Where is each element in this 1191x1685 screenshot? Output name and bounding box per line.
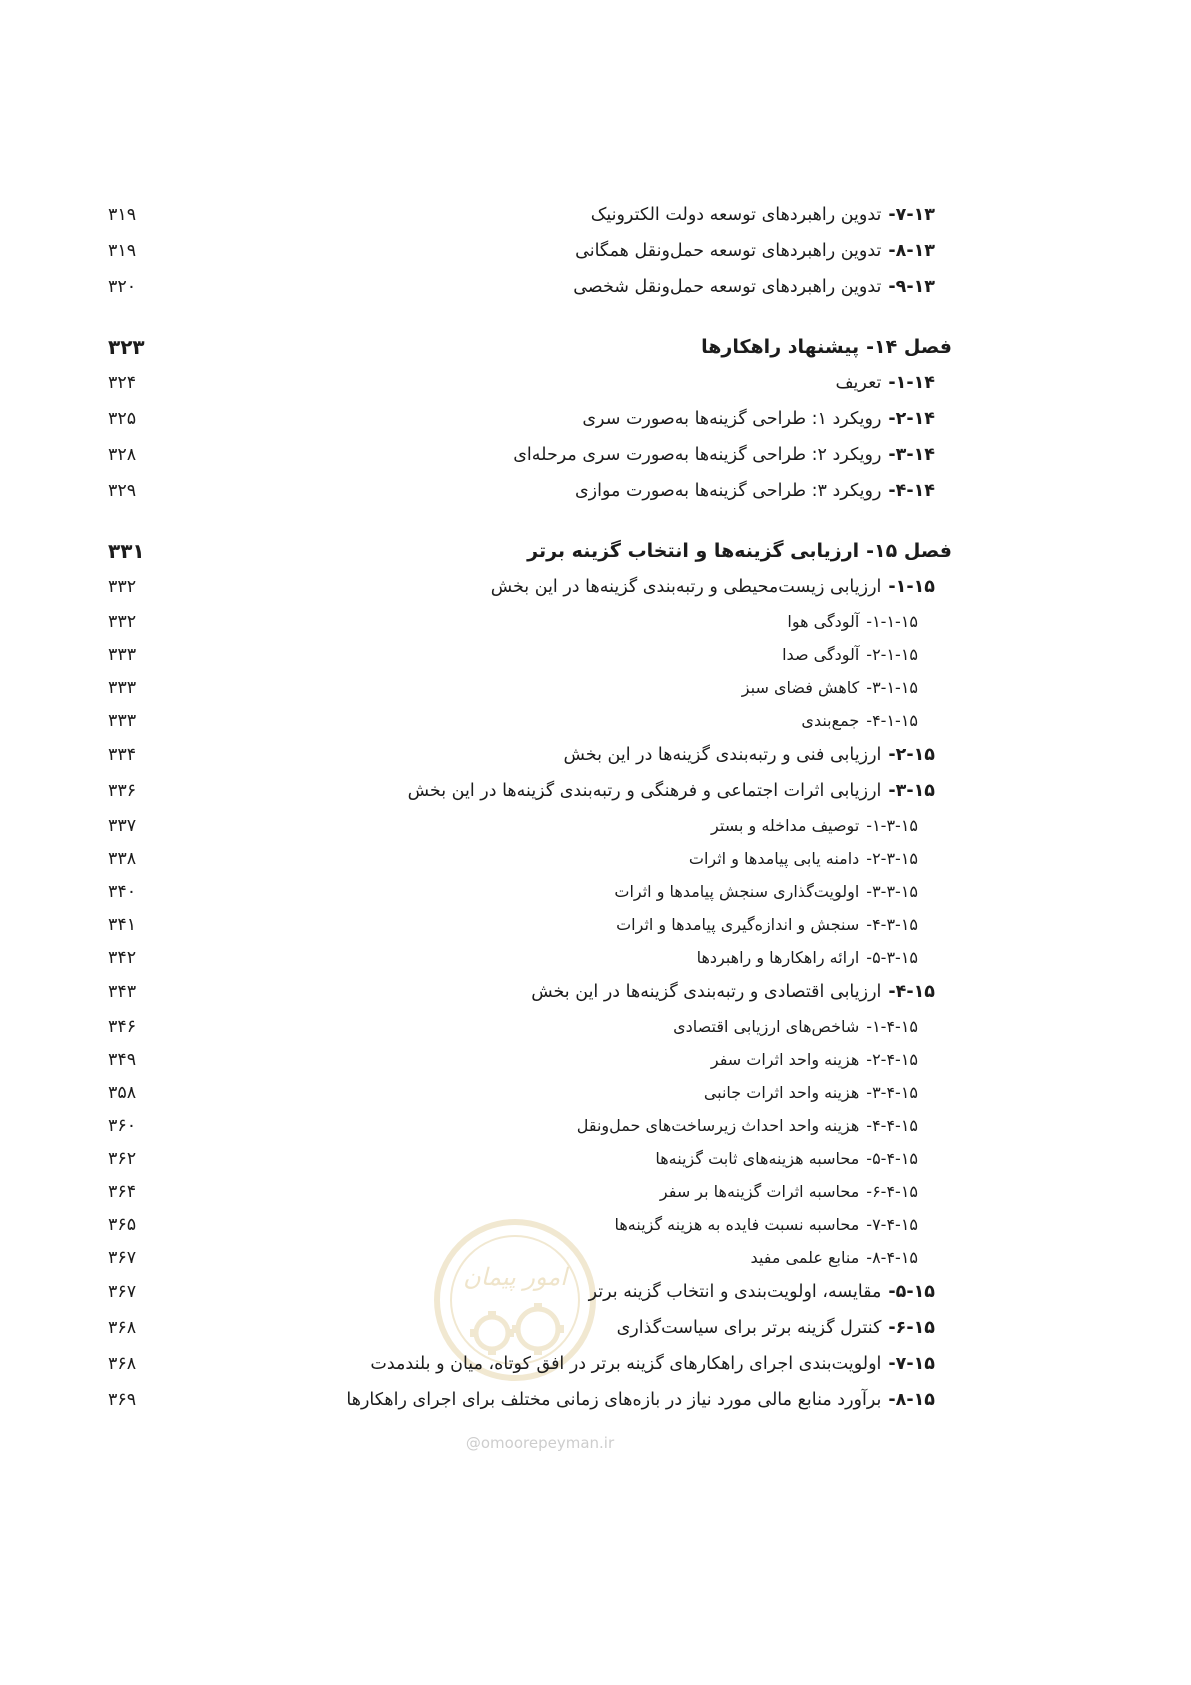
page-number: ۳۲۰: [108, 277, 137, 297]
section-number: ۱۵‏-‏۲‏-‏: [888, 745, 935, 765]
page-number: ۳۶۴: [108, 1181, 137, 1202]
page-number: ۳۶۵: [108, 1214, 137, 1235]
toc-entry: [0, 1382, 1191, 1418]
toc-entry: [0, 569, 1191, 605]
subsection-title: ارائه راهکارها و راهبردها: [696, 948, 860, 967]
toc-entry-heading: [408, 773, 935, 809]
page-number: ۳۵۸: [108, 1082, 137, 1103]
subsection-title: دامنه یابی پیامدها و اثرات: [688, 849, 860, 868]
page-number: ۳۴۹: [108, 1049, 137, 1070]
toc-subentry-heading: [614, 875, 918, 908]
section-title: ارزیابی زیست‌محیطی و رتبه‌بندی گزینه‌ها در این بخش: [490, 577, 882, 597]
chapter-heading: [701, 328, 952, 365]
toc-subentry: [0, 1142, 1191, 1175]
toc-subentry-heading: [697, 941, 918, 974]
subsection-title: محاسبه اثرات گزینه‌ها بر سفر: [659, 1182, 860, 1201]
toc-entry: [0, 773, 1191, 809]
section-title: تعریف: [835, 373, 882, 393]
toc-subentry-heading: [801, 704, 918, 737]
toc-entry-heading: [513, 437, 935, 473]
toc-subentry: [0, 1241, 1191, 1274]
subsection-number: ۱۵‏-‏۴‏-‏۶‏-‏: [866, 1182, 918, 1201]
subsection-number: ۱۵‏-‏۴‏-‏۵‏-‏: [866, 1149, 918, 1168]
section-number: ۱۴‏-‏۱‏-‏: [888, 373, 935, 393]
toc-entry: [0, 437, 1191, 473]
page-number: ۳۴۶: [108, 1016, 137, 1037]
toc-subentry-heading: [782, 638, 918, 671]
subsection-number: ۱۵‏-‏۱‏-‏۳‏-‏: [866, 678, 918, 697]
subsection-title: منابع علمی مفید: [750, 1248, 860, 1267]
toc-subentry: [0, 1208, 1191, 1241]
subsection-title: هزینه واحد احداث زیرساخت‌های حمل‌ونقل: [576, 1116, 860, 1135]
section-title: تدوین راهبردهای توسعه دولت الکترونیک: [590, 205, 882, 225]
page-number: ۳۱۹: [108, 241, 137, 261]
toc-entry-heading: [617, 1310, 935, 1346]
toc-entry-heading: [582, 401, 935, 437]
subsection-title: آلودگی هوا: [787, 612, 860, 631]
section-number: ۱۳‏-‏۸‏-‏: [888, 241, 935, 261]
page-number: ۳۲۴: [108, 373, 137, 393]
subsection-number: ۱۵‏-‏۳‏-‏۴‏-‏: [866, 915, 918, 934]
toc-entry-heading: [346, 1382, 935, 1418]
section-number: ۱۵‏-‏۷‏-‏: [888, 1354, 935, 1374]
section-number: ۱۵‏-‏۱‏-‏: [888, 577, 935, 597]
toc-entry-heading: [589, 1274, 935, 1310]
toc-entry: [0, 1346, 1191, 1382]
toc-subentry-heading: [711, 1043, 918, 1076]
section-number: ۱۵‏-‏۸‏-‏: [888, 1390, 935, 1410]
toc-subentry: [0, 638, 1191, 671]
subsection-number: ۱۵‏-‏۴‏-‏۴‏-‏: [866, 1116, 918, 1135]
page-number: ۳۶۷: [108, 1282, 137, 1302]
section-number: ۱۳‏-‏۹‏-‏: [888, 277, 935, 297]
page-number: ۳۲۳: [108, 334, 145, 359]
page-number: ۳۳۳: [108, 644, 137, 665]
section-number: ۱۵‏-‏۳‏-‏: [888, 781, 935, 801]
subsection-number: ۱۵‏-‏۴‏-‏۲‏-‏: [866, 1050, 918, 1069]
section-title: مقایسه، اولویت‌بندی و انتخاب گزینه برتر: [588, 1282, 882, 1302]
page-number: ۳۴۲: [108, 947, 137, 968]
subsection-title: کاهش فضای سبز: [741, 678, 860, 697]
page-number: ۳۶۲: [108, 1148, 137, 1169]
subsection-title: توصیف مداخله و بستر: [711, 816, 860, 835]
toc-entry-heading: [575, 473, 935, 509]
toc-entry-heading: [573, 269, 935, 305]
subsection-title: جمع‌بندی: [801, 711, 860, 730]
toc-entry: [0, 1310, 1191, 1346]
toc-subentry-heading: [704, 1076, 918, 1109]
toc-subentry-heading: [616, 908, 918, 941]
page-number: ۳۲۵: [108, 409, 137, 429]
page-number: ۳۱۹: [108, 205, 137, 225]
section-title: رویکرد ۲: طراحی گزینه‌ها به‌صورت سری مرحله‌ای: [513, 445, 882, 465]
subsection-number: ۱۵‏-‏۳‏-‏۱‏-‏: [866, 816, 918, 835]
toc-subentry: [0, 704, 1191, 737]
toc-subentry-heading: [614, 1208, 918, 1241]
section-title: ارزیابی اثرات اجتماعی و فرهنگی و رتبه‌بندی گزینه‌ها در این بخش: [407, 781, 882, 801]
toc-entry-heading: [575, 233, 935, 269]
section-number: ۱۴‏-‏۳‏-‏: [888, 445, 935, 465]
toc-entry: [0, 473, 1191, 509]
page-number: ۳۲۸: [108, 445, 137, 465]
toc-entry-heading: [370, 1346, 935, 1382]
chapter-entry: [0, 328, 1191, 365]
page-number: ۳۳۱: [108, 538, 145, 563]
toc-entry-heading: [491, 569, 935, 605]
chapter-label: فصل ۱۴‏-‏: [866, 335, 952, 358]
subsection-title: هزینه واحد اثرات جانبی: [703, 1083, 860, 1102]
toc-subentry: [0, 1010, 1191, 1043]
toc-entry: [0, 401, 1191, 437]
subsection-number: ۱۵‏-‏۳‏-‏۲‏-‏: [866, 849, 918, 868]
chapter-heading: [527, 532, 952, 569]
subsection-title: اولویت‌گذاری سنجش پیامدها و اثرات: [614, 882, 860, 901]
toc-entry: [0, 365, 1191, 401]
page-number: ۳۴۰: [108, 881, 137, 902]
page-number: ۳۴۱: [108, 914, 137, 935]
page-number: ۳۶۰: [108, 1115, 137, 1136]
section-number: ۱۵‏-‏۵‏-‏: [888, 1282, 935, 1302]
page-number: ۳۳۷: [108, 815, 137, 836]
page-number: ۳۴۳: [108, 982, 137, 1002]
subsection-number: ۱۵‏-‏۳‏-‏۳‏-‏: [866, 882, 918, 901]
toc-entry: [0, 737, 1191, 773]
section-number: ۱۵‏-‏۶‏-‏: [888, 1318, 935, 1338]
section-title: تدوین راهبردهای توسعه حمل‌ونقل همگانی: [575, 241, 882, 261]
section-title: کنترل گزینه برتر برای سیاست‌گذاری: [616, 1318, 882, 1338]
toc-entry-heading: [531, 974, 935, 1010]
table-of-contents: [0, 197, 1191, 1418]
page-number: ۳۶۸: [108, 1318, 137, 1338]
page-number: ۳۳۶: [108, 781, 137, 801]
toc-subentry: [0, 1175, 1191, 1208]
toc-entry: [0, 197, 1191, 233]
toc-subentry: [0, 908, 1191, 941]
toc-entry: [0, 1274, 1191, 1310]
page-number: ۳۲۹: [108, 481, 137, 501]
toc-entry-heading: [563, 737, 935, 773]
toc-subentry: [0, 941, 1191, 974]
subsection-number: ۱۵‏-‏۴‏-‏۳‏-‏: [866, 1083, 918, 1102]
subsection-number: ۱۵‏-‏۴‏-‏۱‏-‏: [866, 1017, 918, 1036]
subsection-number: ۱۵‏-‏۱‏-‏۴‏-‏: [866, 711, 918, 730]
toc-subentry: [0, 671, 1191, 704]
page-number: ۳۳۲: [108, 611, 137, 632]
toc-entry: [0, 974, 1191, 1010]
toc-subentry: [0, 605, 1191, 638]
toc-subentry-heading: [787, 605, 918, 638]
subsection-number: ۱۵‏-‏۱‏-‏۲‏-‏: [866, 645, 918, 664]
subsection-number: ۱۵‏-‏۴‏-‏۸‏-‏: [866, 1248, 918, 1267]
toc-entry-heading: [591, 197, 935, 233]
section-title: رویکرد ۳: طراحی گزینه‌ها به‌صورت موازی: [574, 481, 882, 501]
toc-subentry: [0, 875, 1191, 908]
subsection-title: شاخص‌های ارزیابی اقتصادی: [673, 1017, 860, 1036]
section-title: تدوین راهبردهای توسعه حمل‌ونقل شخصی: [573, 277, 882, 297]
toc-subentry-heading: [711, 809, 918, 842]
chapter-entry: [0, 532, 1191, 569]
chapter-label: فصل ۱۵‏-‏: [866, 539, 952, 562]
section-number: ۱۳‏-‏۷‏-‏: [888, 205, 935, 225]
page-number: ۳۶۷: [108, 1247, 137, 1268]
chapter-title: ارزیابی گزینه‌ها و انتخاب گزینه برتر: [527, 539, 860, 562]
section-title: ارزیابی فنی و رتبه‌بندی گزینه‌ها در این بخش: [563, 745, 882, 765]
watermark-logo-lettering: امور پیمان: [463, 1263, 567, 1291]
subsection-title: محاسبه نسبت فایده به هزینه گزینه‌ها: [614, 1215, 860, 1234]
toc-subentry: [0, 809, 1191, 842]
page-number: ۳۳۳: [108, 710, 137, 731]
page-number: ۳۳۳: [108, 677, 137, 698]
chapter-title: پیشنهاد راهکارها: [701, 335, 860, 358]
subsection-number: ۱۵‏-‏۱‏-‏۱‏-‏: [866, 612, 918, 631]
toc-subentry: [0, 842, 1191, 875]
page-number: ۳۳۲: [108, 577, 137, 597]
toc-entry: [0, 233, 1191, 269]
section-title: برآورد منابع مالی مورد نیاز در بازه‌های زمانی مختلف برای اجرای راهکارها: [346, 1390, 882, 1410]
toc-subentry-heading: [660, 1175, 918, 1208]
page-number: ۳۶۸: [108, 1354, 137, 1374]
subsection-title: سنجش و اندازه‌گیری پیامدها و اثرات: [616, 915, 860, 934]
toc-subentry-heading: [689, 842, 918, 875]
toc-subentry-heading: [742, 671, 918, 704]
subsection-title: محاسبه هزینه‌های ثابت گزینه‌ها: [655, 1149, 860, 1168]
subsection-title: آلودگی صدا: [782, 645, 860, 664]
subsection-number: ۱۵‏-‏۳‏-‏۵‏-‏: [866, 948, 918, 967]
toc-subentry-heading: [673, 1010, 918, 1043]
section-title: اولویت‌بندی اجرای راهکارهای گزینه برتر در افق کوتاه، میان و بلندمدت: [370, 1354, 882, 1374]
toc-subentry-heading: [655, 1142, 918, 1175]
toc-subentry: [0, 1076, 1191, 1109]
page-number: ۳۳۸: [108, 848, 137, 869]
toc-subentry: [0, 1109, 1191, 1142]
page-number: ۳۶۹: [108, 1390, 137, 1410]
watermark-url: @omoorepeyman.ir: [465, 1434, 615, 1452]
toc-subentry-heading: [577, 1109, 918, 1142]
toc-subentry: [0, 1043, 1191, 1076]
toc-subentry-heading: [751, 1241, 918, 1274]
section-title: رویکرد ۱: طراحی گزینه‌ها به‌صورت سری: [582, 409, 882, 429]
section-title: ارزیابی اقتصادی و رتبه‌بندی گزینه‌ها در این بخش: [531, 982, 882, 1002]
section-number: ۱۴‏-‏۲‏-‏: [888, 409, 935, 429]
toc-entry: [0, 269, 1191, 305]
subsection-number: ۱۵‏-‏۴‏-‏۷‏-‏: [866, 1215, 918, 1234]
section-number: ۱۴‏-‏۴‏-‏: [888, 481, 935, 501]
page-number: ۳۳۴: [108, 745, 137, 765]
toc-entry-heading: [835, 365, 935, 401]
subsection-title: هزینه واحد اثرات سفر: [710, 1050, 860, 1069]
section-number: ۱۵‏-‏۴‏-‏: [888, 982, 935, 1002]
